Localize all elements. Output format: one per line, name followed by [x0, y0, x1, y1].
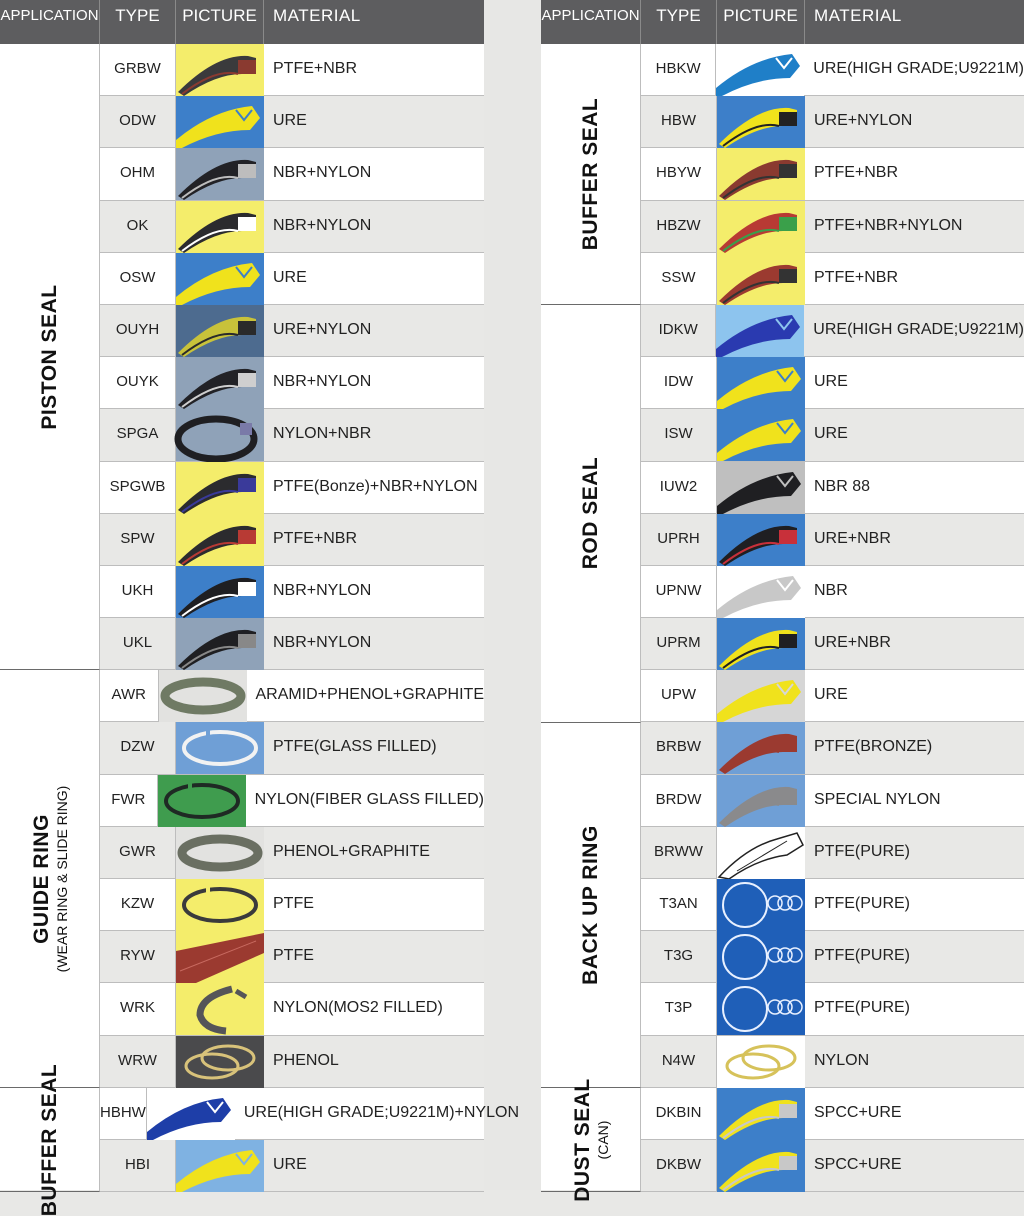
material-name: URE(HIGH GRADE;U9221M)	[804, 305, 1024, 356]
seal-type-code: DZW	[100, 722, 176, 773]
application-group	[541, 723, 641, 1088]
table-row	[100, 96, 484, 148]
seal-cross-section-icon	[717, 409, 805, 461]
table-row	[100, 983, 484, 1035]
seal-cross-section-icon	[176, 514, 264, 566]
material-name: NYLON(MOS2 FILLED)	[273, 999, 443, 1017]
table-row	[641, 931, 1024, 983]
seal-cross-section-icon	[717, 514, 805, 566]
table-row	[641, 670, 1024, 722]
table-row	[100, 305, 484, 357]
seal-cross-section-icon	[176, 1036, 264, 1088]
seal-cross-section-icon	[717, 670, 805, 722]
left-rows	[100, 44, 519, 1192]
material-name: PTFE	[264, 931, 484, 982]
seal-type-code: GRBW	[100, 44, 176, 95]
material-name: PTFE(BRONZE)	[805, 722, 1024, 773]
seal-type-code: IDW	[641, 357, 717, 408]
seal-type-code: OSW	[100, 253, 176, 304]
table-row	[100, 409, 484, 461]
table-row	[100, 670, 484, 722]
application-label	[579, 825, 603, 985]
seal-picture	[176, 1140, 264, 1191]
table-row	[100, 1036, 484, 1088]
seal-type-code: HBI	[100, 1140, 176, 1191]
seal-cross-section-icon	[176, 931, 264, 983]
seal-cross-section-icon	[176, 305, 264, 357]
material-name: PTFE(PURE)	[814, 895, 910, 912]
seal-type-code: OHM	[100, 148, 176, 199]
header-type: TYPE	[641, 0, 717, 44]
seal-picture	[176, 253, 264, 304]
seal-type-code: BRBW	[641, 722, 717, 773]
application-group	[0, 1063, 100, 1216]
seal-picture	[716, 305, 804, 356]
table-row	[100, 566, 484, 618]
table-row	[100, 775, 484, 827]
material-name: URE	[264, 1140, 484, 1191]
seal-picture	[176, 931, 264, 982]
header-material: MATERIAL	[273, 6, 361, 25]
seal-cross-section-icon	[716, 305, 804, 357]
seal-picture	[717, 357, 805, 408]
seal-type-code: OUYK	[100, 357, 176, 408]
seal-cross-section-icon	[716, 44, 804, 96]
seal-type-code: AWR	[100, 670, 159, 721]
material-name: NYLON(FIBER GLASS FILLED)	[254, 790, 484, 808]
seal-cross-section-icon	[717, 722, 805, 774]
table-row	[100, 148, 484, 200]
seal-type-code: WRK	[100, 983, 176, 1034]
seal-cross-section-icon	[717, 462, 805, 514]
seal-cross-section-icon	[176, 722, 264, 774]
table-row	[641, 775, 1024, 827]
seal-picture	[716, 44, 804, 95]
application-group	[541, 305, 641, 723]
table-row	[641, 722, 1024, 774]
seal-type-code: HBZW	[641, 201, 717, 252]
material-name: NBR+NYLON	[273, 373, 372, 391]
seal-picture	[176, 305, 264, 356]
table-row	[641, 514, 1024, 566]
material-name: NBR+NYLON	[273, 164, 372, 182]
seal-cross-section-icon	[147, 1088, 235, 1140]
seal-picture	[717, 931, 805, 982]
material-name: PHENOL	[264, 1036, 484, 1087]
seal-cross-section-icon	[717, 201, 805, 253]
material-name: NBR+NYLON	[273, 581, 372, 599]
table-row	[641, 1140, 1024, 1192]
seal-type-code: UPRH	[641, 514, 717, 565]
seal-cross-section-icon	[717, 775, 805, 827]
material-name: PTFE+NBR+NYLON	[805, 201, 1024, 252]
seal-picture	[176, 44, 264, 95]
material-name: SPCC+URE	[805, 1140, 1024, 1191]
seal-picture	[717, 96, 805, 147]
material-name: URE(HIGH GRADE;U9221M)+NYLON	[243, 1103, 519, 1121]
seal-picture	[176, 722, 264, 773]
table-row	[100, 827, 484, 879]
seal-cross-section-icon	[717, 618, 805, 670]
table-row	[641, 253, 1024, 305]
header-application: APPLICATION	[0, 0, 100, 44]
application-group	[0, 670, 100, 1088]
application-name: DUST SEAL	[570, 1077, 594, 1202]
seal-cross-section-icon	[717, 983, 805, 1035]
material-name: URE+NYLON	[264, 305, 484, 356]
seal-type-code: WRW	[100, 1036, 176, 1087]
seal-type-code: SPGA	[100, 409, 176, 460]
table-row	[100, 879, 484, 931]
seal-cross-section-icon	[176, 409, 264, 461]
table-row	[100, 253, 484, 305]
material-name: URE	[814, 686, 848, 704]
material-name: PTFE+NBR	[264, 514, 484, 565]
seal-type-code: UPNW	[641, 566, 717, 617]
seal-type-code: UPW	[641, 670, 717, 721]
application-name: BACK UP RING	[578, 824, 602, 985]
table-row	[641, 305, 1024, 357]
table-row	[641, 618, 1024, 670]
header-picture: PICTURE	[717, 0, 805, 44]
seal-picture	[717, 879, 805, 930]
seal-cross-section-icon	[176, 618, 264, 670]
seal-picture	[717, 670, 805, 721]
panel-gap	[484, 0, 541, 1190]
seal-cross-section-icon	[159, 670, 247, 722]
header-picture: PICTURE	[176, 0, 264, 44]
table-row	[100, 44, 484, 96]
seal-picture	[176, 1036, 264, 1087]
material-name: SPECIAL NYLON	[814, 790, 941, 808]
seal-cross-section-icon	[717, 1088, 805, 1140]
seal-cross-section-icon	[717, 96, 805, 148]
material-name: SPCC+URE	[814, 1103, 902, 1121]
seal-picture	[176, 514, 264, 565]
material-name: NBR+NYLON	[264, 201, 484, 252]
material-name: NBR 88	[814, 477, 871, 495]
seal-type-code: ISW	[641, 409, 717, 460]
seal-cross-section-icon	[176, 462, 264, 514]
table-row	[641, 566, 1024, 618]
seal-picture	[176, 566, 264, 617]
material-name: URE+NBR	[805, 618, 1024, 669]
seal-cross-section-icon	[717, 566, 805, 618]
seal-type-code: HBHW	[100, 1088, 147, 1139]
application-label	[38, 1063, 62, 1216]
table-row	[641, 1036, 1024, 1088]
table-row	[641, 1088, 1024, 1140]
seal-type-code: DKBIN	[641, 1088, 717, 1139]
seal-cross-section-icon	[717, 253, 805, 305]
seal-type-code: GWR	[100, 827, 176, 878]
material-name: PTFE+NBR	[814, 268, 899, 286]
application-label	[579, 98, 603, 251]
application-label	[571, 1078, 611, 1202]
seal-picture	[717, 462, 805, 513]
seal-cross-section-icon	[176, 566, 264, 618]
left-table-header	[0, 0, 484, 44]
seal-type-code: N4W	[641, 1036, 717, 1087]
seal-picture	[717, 1036, 805, 1087]
seal-cross-section-icon	[176, 983, 264, 1035]
seal-cross-section-icon	[158, 775, 246, 827]
seal-type-code: T3AN	[641, 879, 717, 930]
material-name: NYLON	[805, 1036, 1024, 1087]
seal-type-code: BRDW	[641, 775, 717, 826]
seal-type-code: HBYW	[641, 148, 717, 199]
seal-type-code: HBKW	[641, 44, 716, 95]
seal-picture	[717, 148, 805, 199]
seal-cross-section-icon	[176, 1140, 264, 1192]
seal-type-code: T3G	[641, 931, 717, 982]
table-row	[641, 879, 1024, 931]
seal-picture	[147, 1088, 235, 1139]
material-name: PTFE+NBR	[273, 60, 358, 77]
seal-type-code: OK	[100, 201, 176, 252]
right-table-header	[541, 0, 1024, 44]
material-name: PTFE+NBR	[814, 164, 899, 182]
seal-type-code: SPW	[100, 514, 176, 565]
right-table	[541, 0, 1024, 1202]
table-row	[641, 827, 1024, 879]
header-application: APPLICATION	[541, 0, 641, 44]
material-name: PTFE(PURE)	[814, 999, 910, 1017]
table-row	[641, 462, 1024, 514]
seal-picture	[717, 514, 805, 565]
seal-type-code: SSW	[641, 253, 717, 304]
right-rows	[641, 44, 1024, 1192]
seal-picture	[717, 775, 805, 826]
application-group	[0, 44, 100, 670]
seal-picture	[159, 670, 247, 721]
seal-picture	[176, 409, 264, 460]
seal-picture	[176, 618, 264, 669]
seal-cross-section-icon	[717, 879, 805, 931]
seal-picture	[176, 827, 264, 878]
material-name: PHENOL+GRAPHITE	[264, 827, 484, 878]
material-name: NYLON+NBR	[264, 409, 484, 460]
material-name: URE(HIGH GRADE;U9221M)	[813, 60, 1024, 77]
seal-type-code: UKH	[100, 566, 176, 617]
seal-type-code: OUYH	[100, 305, 176, 356]
material-name: URE	[814, 373, 848, 391]
seal-cross-section-icon	[717, 357, 805, 409]
seal-picture	[717, 566, 805, 617]
seal-type-code: KZW	[100, 879, 176, 930]
seal-cross-section-icon	[717, 827, 805, 879]
material-name: URE	[273, 268, 307, 286]
seal-picture	[176, 201, 264, 252]
seal-cross-section-icon	[176, 96, 264, 148]
seal-type-code: SPGWB	[100, 462, 176, 513]
seal-type-code: ODW	[100, 96, 176, 147]
seal-cross-section-icon	[176, 827, 264, 879]
application-group	[541, 44, 641, 305]
table-row	[641, 44, 1024, 96]
seal-cross-section-icon	[717, 931, 805, 983]
seal-picture	[717, 201, 805, 252]
material-name: PTFE(PURE)	[805, 827, 1024, 878]
seal-type-code: HBW	[641, 96, 717, 147]
seal-cross-section-icon	[176, 253, 264, 305]
application-label	[30, 785, 70, 972]
table-row	[641, 96, 1024, 148]
table-row	[641, 983, 1024, 1035]
application-label	[579, 457, 603, 570]
table-row	[641, 148, 1024, 200]
table-row	[100, 618, 484, 670]
seal-picture	[176, 983, 264, 1034]
seal-type-code: DKBW	[641, 1140, 717, 1191]
material-name: URE	[805, 409, 1024, 460]
header-material: MATERIAL	[814, 6, 902, 25]
table-row	[100, 201, 484, 253]
seal-cross-section-icon	[176, 201, 264, 253]
seal-type-code: IUW2	[641, 462, 717, 513]
seal-picture	[176, 96, 264, 147]
right-application-groups	[541, 44, 641, 1202]
seal-type-code: T3P	[641, 983, 717, 1034]
material-name: NBR+NYLON	[264, 618, 484, 669]
table-row	[100, 514, 484, 566]
seal-picture	[158, 775, 246, 826]
material-name: PTFE(Bonze)+NBR+NYLON	[273, 477, 478, 495]
seal-cross-section-icon	[176, 879, 264, 931]
table-row	[100, 462, 484, 514]
material-name: URE	[264, 96, 484, 147]
seal-cross-section-icon	[717, 1036, 805, 1088]
seal-cross-section-icon	[176, 44, 264, 96]
material-name: NBR	[814, 581, 848, 599]
seal-picture	[717, 983, 805, 1034]
seal-cross-section-icon	[176, 357, 264, 409]
seal-cross-section-icon	[176, 148, 264, 200]
material-name: ARAMID+PHENOL+GRAPHITE	[255, 686, 484, 704]
material-name: URE+NYLON	[805, 96, 1024, 147]
seal-picture	[176, 148, 264, 199]
application-label	[38, 284, 62, 429]
seal-cross-section-icon	[717, 1140, 805, 1192]
seal-picture	[717, 1088, 805, 1139]
application-name: ROD SEAL	[578, 457, 602, 570]
table-row	[641, 201, 1024, 253]
seal-type-code: RYW	[100, 931, 176, 982]
seal-type-code: UPRM	[641, 618, 717, 669]
table-row	[100, 722, 484, 774]
material-name: PTFE(PURE)	[805, 931, 1024, 982]
table-row	[100, 357, 484, 409]
table-row	[100, 1088, 519, 1140]
seal-picture	[717, 1140, 805, 1191]
material-name: URE+NBR	[805, 514, 1024, 565]
seal-picture	[717, 618, 805, 669]
table-row	[100, 931, 484, 983]
seal-picture	[717, 722, 805, 773]
left-application-groups	[0, 44, 100, 1216]
seal-type-code: IDKW	[641, 305, 716, 356]
application-sublabel: (CAN)	[594, 1120, 611, 1160]
seal-type-code: FWR	[100, 775, 158, 826]
seal-picture	[176, 357, 264, 408]
seal-picture	[176, 462, 264, 513]
seal-picture	[717, 409, 805, 460]
seal-picture	[717, 827, 805, 878]
seal-picture	[717, 253, 805, 304]
seal-cross-section-icon	[717, 148, 805, 200]
seal-type-code: BRWW	[641, 827, 717, 878]
seal-picture	[176, 879, 264, 930]
application-name: GUIDE RING	[29, 813, 53, 944]
header-type: TYPE	[100, 0, 176, 44]
application-group	[541, 1077, 641, 1202]
application-name: PISTON SEAL	[37, 284, 61, 430]
application-sublabel: (WEAR RING & SLIDE RING)	[53, 785, 70, 973]
table-row	[100, 1140, 484, 1192]
application-name: BUFFER SEAL	[578, 97, 602, 251]
application-name: BUFFER SEAL	[37, 1063, 61, 1216]
material-name: PTFE	[273, 895, 314, 912]
table-row	[641, 409, 1024, 461]
table-row	[641, 357, 1024, 409]
seal-type-code: UKL	[100, 618, 176, 669]
material-name: PTFE(GLASS FILLED)	[264, 722, 484, 773]
